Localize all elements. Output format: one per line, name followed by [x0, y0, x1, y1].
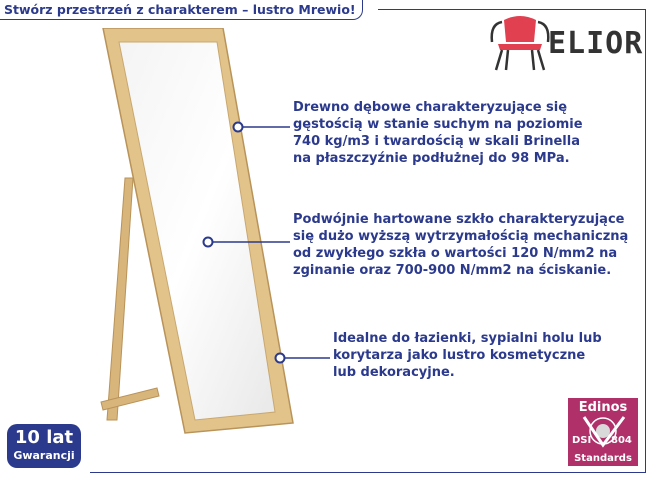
certificate-subtitle: Standards: [574, 453, 632, 464]
callout-line: od zwykłego szkła o wartości 120 N/mm2 na: [293, 246, 618, 261]
warranty-badge: [7, 424, 81, 468]
warranty-label: Gwarancji: [13, 449, 75, 462]
callout-line: zginanie oraz 700-900 N/mm2 na ściskanie.: [293, 263, 612, 278]
callout-line: Podwójnie hartowane szkło charakteryzujące: [293, 212, 625, 227]
callout-line: Idealne do łazienki, sypialni holu lub: [333, 331, 602, 346]
certificate-dsi: DSI: [572, 435, 592, 446]
callout-glass: [293, 211, 643, 279]
callout-line: się dużo wyższą wytrzymałością mechaniczną: [293, 229, 629, 244]
frame-bottom-line: [90, 472, 646, 473]
callout-usage: [333, 330, 633, 381]
page-banner: Stwórz przestrzeń z charakterem – lustro Mrewio!: [0, 0, 363, 20]
callout-line: Drewno dębowe charakteryzujące się: [293, 100, 568, 115]
brand-logo-text: ELIOR: [548, 26, 644, 61]
callout-line: 740 kg/m3 i twardością w skali Brinella: [293, 134, 580, 149]
certificate-name: Edinos: [578, 400, 628, 415]
callout-line: na płaszczyźnie podłużnej do 98 MPa.: [293, 151, 570, 166]
callout-wood: [293, 99, 633, 167]
standing-mirror: [95, 28, 295, 438]
edinos-certificate-badge: [568, 398, 638, 466]
frame-top-line: [378, 9, 646, 10]
warranty-years: 10 lat: [14, 427, 74, 448]
certificate-check-icon: [568, 415, 638, 453]
callout-line: gęstością w stanie suchym na poziomie: [293, 117, 583, 132]
callout-line: korytarza jako lustro kosmetyczne: [333, 348, 586, 363]
callout-line: lub dekoracyjne.: [333, 365, 455, 380]
certificate-number: 804: [611, 435, 632, 446]
frame-right-line: [645, 9, 646, 473]
